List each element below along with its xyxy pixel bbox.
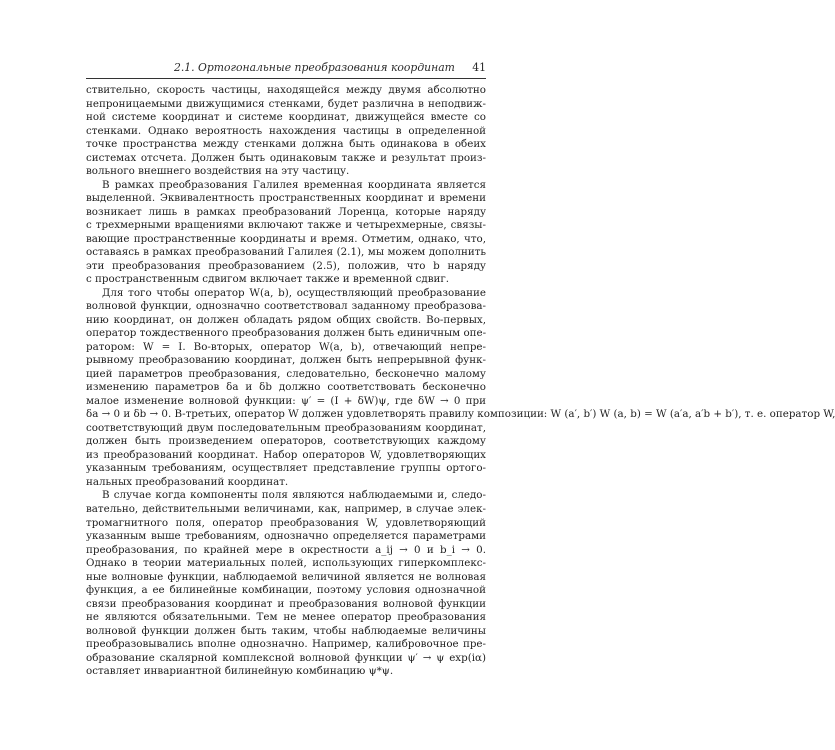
- text-line: функция, а ее билинейные комбинации, поэтому условия однозначной: [86, 584, 486, 597]
- paragraph: [86, 286, 835, 490]
- text-line: δa → 0 и δb → 0. В-третьих, оператор W должен удовлетворять правилу композиции: W (a′, b′) W (a, b) = W (a′a, a′b + b′), т. е. оператор W,: [86, 408, 835, 421]
- body-text: [86, 84, 835, 679]
- text-line: тромагнитного поля, оператор преобразования W, удовлетворяющий: [86, 516, 486, 529]
- text-line: вающие пространственные координаты и время. Отметим, однако, что,: [86, 232, 486, 245]
- text-line: Однако в теории материальных полей, использующих гиперкомплекс-: [86, 557, 486, 570]
- paragraph: [86, 179, 486, 287]
- text-line: малое изменение волновой функции: ψ′ = (I + δW)ψ, где δW → 0 при: [86, 394, 486, 407]
- text-line: ствительно, скорость частицы, находящейся между двумя абсолютно: [86, 84, 486, 96]
- text-line: возникает лишь в рамках преобразований Лоренца, которые наряду: [86, 205, 486, 218]
- paragraph: [86, 84, 486, 179]
- text-line: ные волновые функции, наблюдаемой величиной является не волновая: [86, 570, 486, 583]
- section-title: 2.1. Ортогональные преобразования координат: [174, 61, 455, 74]
- text-line: указанным требованиям, осуществляет представление группы ортого-: [86, 462, 486, 475]
- text-line: оставляет инвариантной билинейную комбинацию ψ*ψ.: [86, 665, 394, 678]
- text-line: волновой функции должен быть таким, чтобы наблюдаемые величины: [86, 624, 486, 637]
- text-line: выделенной. Эквивалентность пространственных координат и времени: [86, 192, 486, 205]
- text-line: должен быть произведением операторов, соответствующих каждому: [86, 435, 486, 448]
- text-line: системах отсчета. Должен быть одинаковым также и результат произ-: [86, 151, 486, 164]
- text-line: образование скалярной комплексной волновой функции ψ′ → ψ exp(iα): [86, 651, 486, 664]
- text-line: эти преобразования преобразованием (2.5), положив, что b наряду: [86, 259, 486, 272]
- text-line: оставаясь в рамках преобразований Галилея (2.1), мы можем дополнить: [86, 246, 486, 259]
- text-line: из преобразований координат. Набор операторов W, удовлетворяющих: [86, 448, 486, 461]
- text-line: ратором: W = I. Во-вторых, оператор W(a, b), отвечающий непре-: [86, 340, 486, 353]
- text-line: нальных преобразований координат.: [86, 475, 289, 488]
- text-line: с пространственным сдвигом включает также и временной сдвиг.: [86, 273, 450, 286]
- text-line: преобразования, по крайней мере в окрестности a_ij → 0 и b_i → 0.: [86, 543, 486, 556]
- text-line: В рамках преобразования Галилея временная координата является: [102, 178, 486, 191]
- text-line: рывному преобразованию координат, должен быть непрерывной функ-: [86, 354, 486, 367]
- text-line: преобразовывались вполне однозначно. Например, калибровочное пре-: [86, 638, 486, 651]
- text-line: точке пространства между стенками должна быть одинакова в обеих: [86, 138, 486, 151]
- text-line: вольного внешнего воздействия на эту частицу.: [86, 165, 350, 178]
- page-number: 41: [472, 61, 486, 74]
- running-header: [86, 61, 486, 77]
- text-line: волновой функции, однозначно соответствовал заданному преобразова-: [86, 300, 486, 313]
- text-line: оператор тождественного преобразования должен быть единичным опе-: [86, 327, 487, 340]
- header-rule: [86, 78, 486, 79]
- text-line: В случае когда компоненты поля являются наблюдаемыми и, следо-: [102, 489, 486, 502]
- text-line: с трехмерными вращениями включают также и четырехмерные, связы-: [86, 219, 486, 232]
- text-line: не являются обязательными. Тем не менее оператор преобразования: [86, 611, 486, 624]
- paragraph: [86, 489, 486, 678]
- text-line: изменению параметров δa и δb должно соответствовать бесконечно: [86, 381, 486, 394]
- text-line: указанным выше требованиям, однозначно определяется параметрами: [86, 530, 486, 543]
- text-line: соответствующий двум последовательным преобразованиям координат,: [86, 421, 486, 434]
- text-line: вательно, действительными величинами, как, например, в случае элек-: [86, 502, 486, 515]
- text-line: ной системе координат и системе координат, движущейся вместе со: [86, 111, 486, 124]
- text-line: стенками. Однако вероятность нахождения частицы в определенной: [86, 124, 486, 137]
- text-line: нию координат, он должен обладать рядом общих свойств. Во-первых,: [86, 313, 486, 326]
- text-line: Для того чтобы оператор W(a, b), осуществляющий преобразование: [102, 286, 486, 299]
- text-line: непроницаемыми движущимися стенками, будет различна в неподвиж-: [86, 97, 486, 110]
- text-line: связи преобразования координат и преобразования волновой функции: [86, 597, 486, 610]
- text-line: цией параметров преобразования, следовательно, бесконечно малому: [86, 367, 486, 380]
